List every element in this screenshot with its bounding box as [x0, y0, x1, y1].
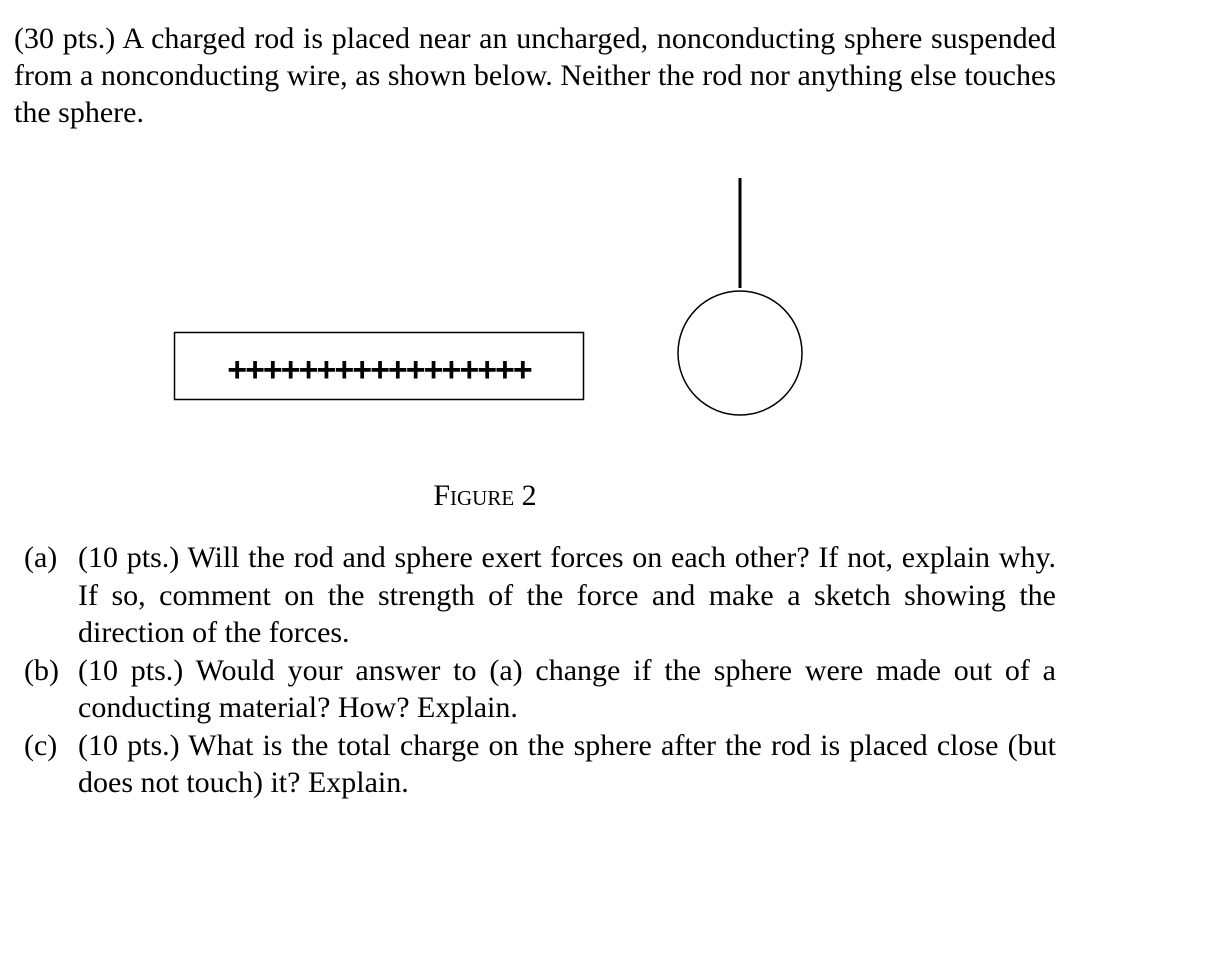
question-text: (10 pts.) Will the rod and sphere exert forces on each other? If not, explain why. If so, comment on the strength of the force and make a sketch showing the direction of the forces.: [78, 541, 1056, 649]
question-c: [24, 727, 1056, 802]
problem-intro: (30 pts.) A charged rod is placed near an uncharged, nonconducting sphere suspended from a nonconducting wire, as shown below. Neither the rod nor anything else touches the sphere.: [14, 22, 1056, 129]
sphere: [678, 291, 802, 415]
question-a: [24, 539, 1056, 652]
question-text: (10 pts.) What is the total charge on the sphere after the rod is placed close (but does not touch) it? Explain.: [78, 728, 1056, 799]
question-label: (b): [24, 653, 59, 687]
question-text: (10 pts.) Would your answer to (a) change if the sphere were made out of a conducting material? How? Explain.: [78, 653, 1056, 724]
question-label: (a): [24, 541, 58, 574]
rod-charges: +++++++++++++++++: [227, 351, 531, 389]
figure-caption: Figure 2: [433, 479, 537, 512]
question-b: [24, 652, 1056, 727]
question-label: (c): [24, 728, 58, 762]
question-list: [24, 539, 1056, 802]
